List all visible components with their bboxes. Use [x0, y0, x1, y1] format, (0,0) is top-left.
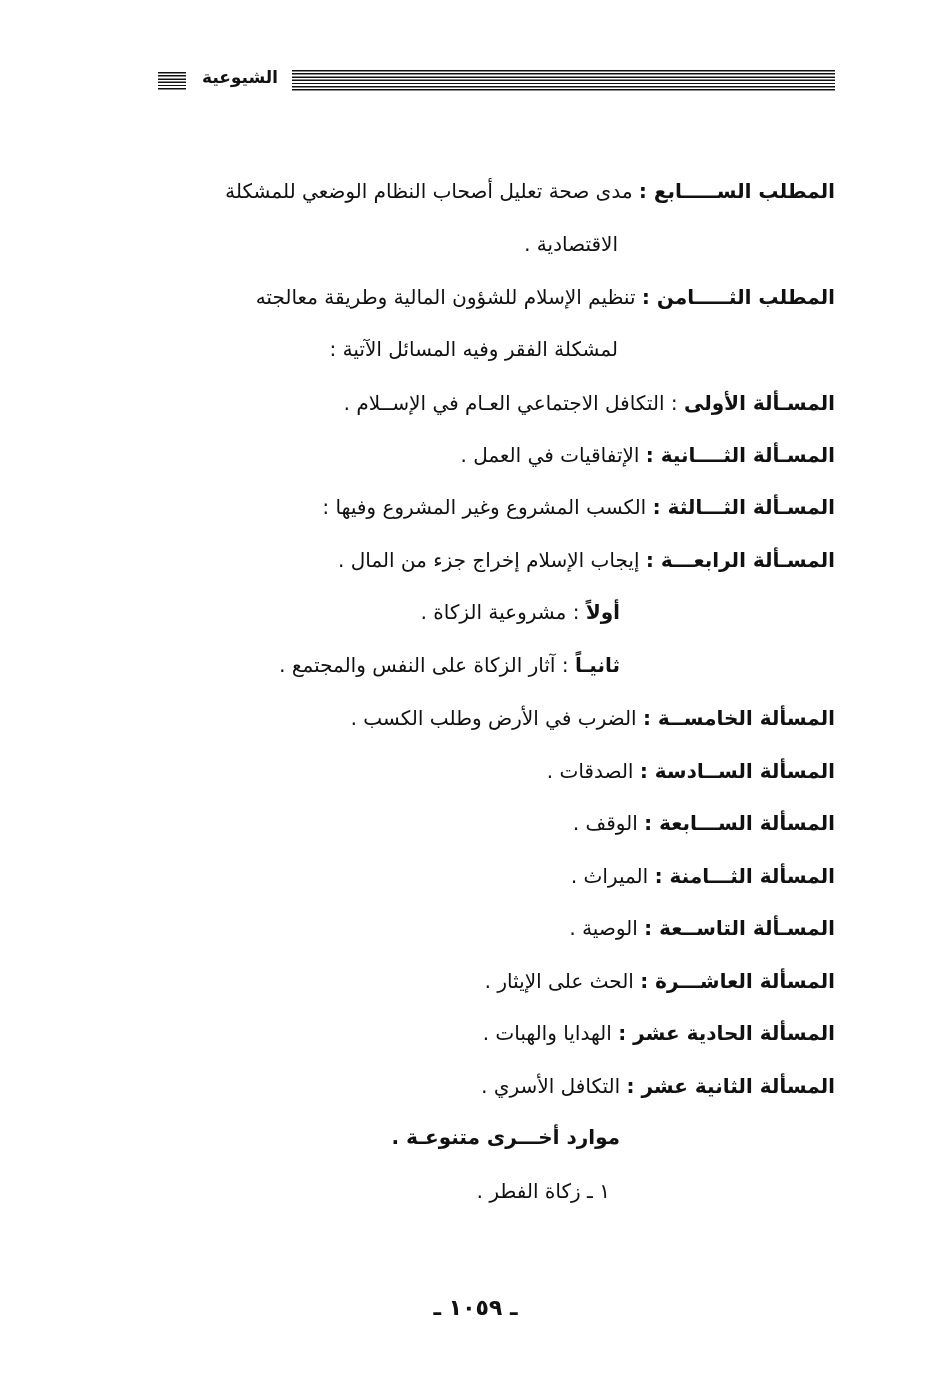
- header-rule-lines-small: [158, 72, 186, 90]
- item-label: المسألة الســـابعة :: [644, 811, 835, 835]
- running-header: [158, 64, 835, 96]
- item-label: موارد أخـــرى متنوعـة .: [391, 1125, 620, 1149]
- item-text: : آثار الزكاة على النفس والمجتمع .: [279, 653, 575, 677]
- item-label: المسـألة التاســعة :: [644, 916, 835, 940]
- toc-line: [485, 966, 835, 996]
- item-label: المسألة الحادية عشر :: [618, 1021, 835, 1045]
- item-label: ثانيـاً: [574, 653, 620, 677]
- item-text: الإتفاقيات في العمل .: [460, 443, 646, 467]
- item-label: المطلب الســـــابع :: [638, 179, 835, 203]
- item-label: المسـألة الثـــالثة :: [652, 495, 835, 519]
- item-text: الهدايا والهبات .: [482, 1021, 619, 1045]
- item-text: الضرب في الأرض وطلب الكسب .: [350, 706, 643, 730]
- toc-line: [547, 756, 835, 786]
- header-title: الشيوعية: [202, 68, 278, 88]
- toc-line: [256, 282, 835, 312]
- toc-line: [483, 1018, 835, 1048]
- item-text: الصدقات .: [546, 759, 640, 783]
- toc-line: [279, 650, 620, 680]
- item-text: الاقتصادية .: [524, 232, 618, 256]
- item-text: الكسب المشروع وغير المشروع وفيها :: [322, 495, 653, 519]
- toc-line: [351, 703, 835, 733]
- toc-line: [421, 597, 620, 627]
- section-heading: [392, 1122, 620, 1152]
- toc-line: [338, 545, 835, 575]
- item-label: المسألة الخامســة :: [642, 706, 835, 730]
- item-label: المسألة الثـــامنة :: [654, 864, 835, 888]
- toc-line: [524, 229, 618, 259]
- item-text: ١ ـ زكاة الفطر .: [476, 1179, 610, 1203]
- toc-line: [460, 440, 835, 470]
- item-text: الوصية .: [569, 916, 645, 940]
- item-label: المسألة العاشـــرة :: [640, 969, 835, 993]
- item-text: لمشكلة الفقر وفيه المسائل الآتية :: [329, 337, 618, 361]
- item-label: المسـألة الرابعـــة :: [645, 548, 835, 572]
- item-text: : التكافل الاجتماعي العـام في الإســلام .: [343, 391, 684, 415]
- item-label: المطلب الثـــــامن :: [641, 285, 835, 309]
- item-text: الميراث .: [570, 864, 655, 888]
- toc-line: [225, 176, 835, 206]
- toc-line: [571, 861, 835, 891]
- item-text: الوقف .: [572, 811, 645, 835]
- item-text: إيجاب الإسلام إخراج جزء من المال .: [338, 548, 646, 572]
- toc-line: [477, 1176, 610, 1206]
- item-label: المسـألة الأولى: [684, 391, 835, 415]
- item-label: المسألة الســادسة :: [639, 759, 835, 783]
- page-number: ـ ١٠٥٩ ـ: [433, 1296, 518, 1321]
- item-text: : مشروعية الزكاة .: [420, 600, 586, 624]
- item-label: المسـألة الثــــانية :: [645, 443, 835, 467]
- item-label: المسألة الثانية عشر :: [626, 1074, 835, 1098]
- toc-line: [344, 388, 835, 418]
- item-text: الحث على الإيثار .: [484, 969, 641, 993]
- toc-line: [322, 492, 835, 522]
- header-rule-lines: [292, 70, 835, 92]
- item-text: تنظيم الإسلام للشؤون المالية وطريقة معالجته: [255, 285, 642, 309]
- item-label: أولاً: [585, 600, 620, 624]
- toc-line: [569, 913, 835, 943]
- toc-line: [573, 808, 835, 838]
- toc-line: [481, 1071, 835, 1101]
- item-text: التكافل الأسري .: [481, 1074, 627, 1098]
- item-text: مدى صحة تعليل أصحاب النظام الوضعي للمشكلة: [225, 179, 639, 203]
- toc-line: [330, 334, 618, 364]
